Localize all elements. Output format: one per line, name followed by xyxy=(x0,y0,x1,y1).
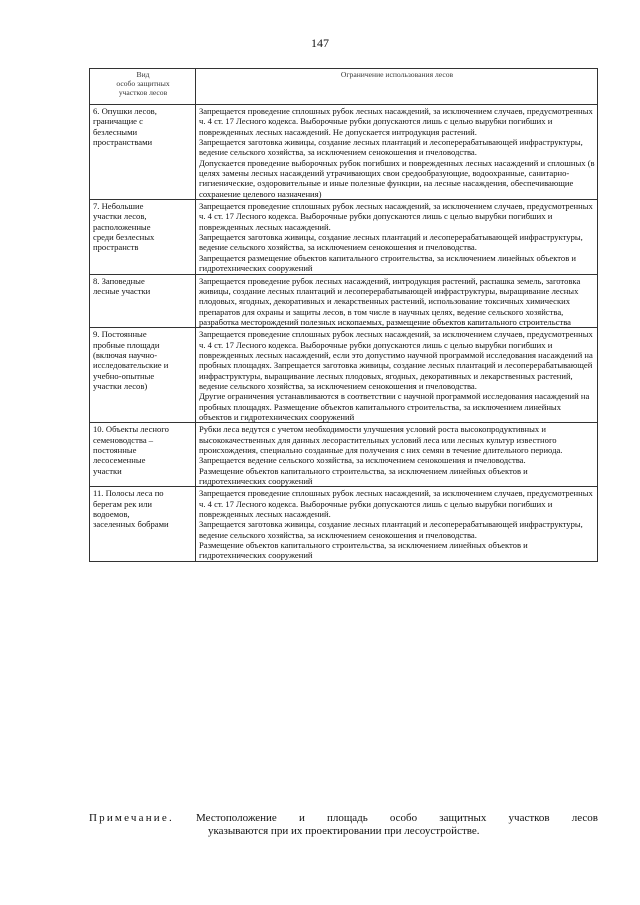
restriction-cell xyxy=(196,423,598,487)
restriction-cell xyxy=(196,487,598,561)
table-body xyxy=(90,105,598,562)
note-word: Местоположение xyxy=(196,812,277,824)
forest-type-cell: 7. Небольшие участки лесов, расположенные среди безлесных пространств xyxy=(90,200,196,274)
restriction-paragraph: Другие ограничения устанавливаются в соответствии с научной программой исследования насаждений на пробных площадях. Размещение объектов капитального строительства, за исключением линейных объектов и гидротехнических сооружений xyxy=(199,391,590,422)
restriction-paragraph: Размещение объектов капитального строительства, за исключением линейных объектов и гидротехнических сооружений xyxy=(199,540,528,561)
note-label: Примечание. xyxy=(89,812,174,824)
restriction-paragraph: Запрещается проведение сплошных рубок лесных насаждений, за исключением случаев, предусмотренных ч. 4 ст. 17 Лесного кодекса. Выборочные рубки допускаются лишь с целью вырубки погибших и поврежденных лесных насаждений. xyxy=(199,201,593,232)
table-row xyxy=(90,105,598,200)
restriction-paragraph: Запрещается заготовка живицы, создание лесных плантаций и лесоперерабатывающей инфраструктуры, ведение сельского хозяйства, за исключением сенокошения и пчеловодства. xyxy=(199,232,583,253)
table-row xyxy=(90,487,598,561)
header-restrictions: Ограничение использования лесов xyxy=(196,69,598,105)
table-row xyxy=(90,423,598,487)
restriction-paragraph: Запрещается проведение сплошных рубок лесных насаждений, за исключением случаев, предусмотренных ч. 4 ст. 17 Лесного кодекса. Выборочные рубки допускаются лишь с целью вырубки погибших и поврежденных лесных насаждений, если это допустимо научной программой исследования насаждений на пробных площадях. Запрещается заготовка живицы, создание лесных плантаций и лесоперерабатывающей инфраструктуры, выращивание лесных плодовых, ягодных, декоративных и лекарственных растений, ведение сельского хозяйства, за исключением сенокошения и пчеловодства. xyxy=(199,329,593,391)
restriction-paragraph: Запрещается заготовка живицы, создание лесных плантаций и лесоперерабатывающей инфраструктуры, ведение сельского хозяйства, за исключением сенокошения и пчеловодства. xyxy=(199,519,583,540)
note-line-1 xyxy=(89,812,598,825)
restriction-paragraph: Запрещается заготовка живицы, создание лесных плантаций и лесоперерабатывающей инфраструктуры, ведение сельского хозяйства, за исключением сенокошения и пчеловодства. xyxy=(199,137,583,158)
restriction-cell xyxy=(196,200,598,274)
restriction-paragraph: Запрещается проведение сплошных рубок лесных насаждений, за исключением случаев, предусмотренных ч. 4 ст. 17 Лесного кодекса. Выборочные рубки допускаются лишь с целью вырубки погибших и поврежденных лесных насаждений. xyxy=(199,488,593,520)
note xyxy=(89,812,598,838)
table-row xyxy=(90,274,598,328)
restriction-paragraph: Размещение объектов капитального строительства, за исключением линейных объектов и гидротехнических сооружений xyxy=(199,465,528,487)
note-word: площадь xyxy=(326,812,368,824)
table-header-row xyxy=(90,69,598,105)
restrictions-table xyxy=(89,68,598,562)
restriction-paragraph: Запрещается проведение рубок лесных насаждений, интродукция растений, распашка земель, заготовка живицы, создание лесных плантаций и лесоперерабатывающей инфраструктуры, выращивание лесных плодовых, ягодных, декоративных и лекарственных растений, использование токсичных химических препаратов для охраны и защиты лесов, в том числе в научных целях, ведение сельского хозяйства, разработка месторождений полезных ископаемых, размещение объектов капитального строительства xyxy=(199,275,581,327)
restriction-paragraph: Запрещается размещение объектов капитального строительства, за исключением линейных объектов и гидротехнических сооружений xyxy=(199,252,577,274)
header-forest-type: Вид особо защитных участков лесов xyxy=(90,69,196,105)
forest-type-cell: 8. Заповедные лесные участки xyxy=(90,274,196,328)
restriction-cell xyxy=(196,328,598,423)
table-row xyxy=(90,200,598,274)
note-word: лесов xyxy=(571,812,598,824)
page-number: 147 xyxy=(311,36,329,50)
forest-type-cell: 11. Полосы леса по берегам рек или водоемов, заселенных бобрами xyxy=(90,487,196,561)
restriction-paragraph: Рубки леса ведутся с учетом необходимости улучшения условий роста высокопродуктивных и высококачественных для данных лесорастительных условий леса или лесных культур известного происхождения, специально созданные для получения с них семян в течение длительного периода. xyxy=(199,424,563,455)
restriction-cell xyxy=(196,105,598,200)
restriction-paragraph: Запрещается проведение сплошных рубок лесных насаждений, за исключением случаев, предусмотренных ч. 4 ст. 17 Лесного кодекса. Выборочные рубки допускаются лишь с целью вырубки погибших и поврежденных лесных насаждений. Не допускается интродукция растений. xyxy=(199,106,593,137)
forest-type-cell: 6. Опушки лесов, граничащие с безлесными пространствами xyxy=(90,105,196,200)
forest-type-cell: 9. Постоянные пробные площади (включая научно- исследовательские и учебно-опытные участки лесов) xyxy=(90,328,196,423)
table-row xyxy=(90,328,598,423)
restriction-cell xyxy=(196,274,598,328)
restriction-paragraph: Запрещается ведение сельского хозяйства, за исключением сенокошения и пчеловодства. xyxy=(199,455,526,466)
note-word: участков xyxy=(508,812,550,824)
note-word: особо xyxy=(389,812,418,824)
restriction-paragraph: Допускается проведение выборочных рубок погибших и поврежденных лесных насаждений и сплошных (в целях замены лесных насаждений утрачивающих свои средообразующие, водоохранные, санитарно-гигиенические, оздоровительные и иные полезные функции, на лесные насаждения, обеспечивающие сохранение целевого назначения) xyxy=(199,157,595,199)
note-word: защитных xyxy=(439,812,487,824)
note-line-2: указываются при их проектировании при лесоустройстве. xyxy=(208,825,480,837)
forest-type-cell: 10. Объекты лесного семеноводства – постоянные лесосеменные участки xyxy=(90,423,196,487)
note-word: и xyxy=(298,812,305,824)
